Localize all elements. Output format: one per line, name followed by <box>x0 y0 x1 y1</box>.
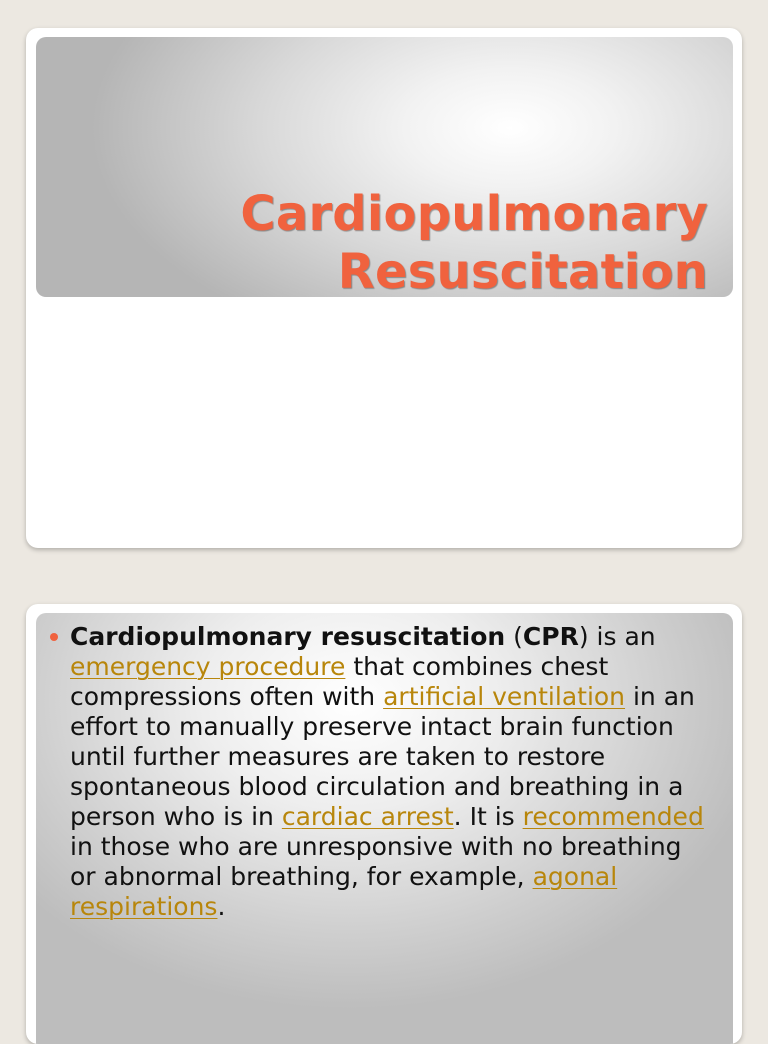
text-fragment: in an effort to manually preserve intact brain function until further measures are taken to restore spontaneous blood circulation and breathing in a person who is in <box>70 682 695 831</box>
text-fragment: ) is an <box>578 622 656 651</box>
slide-title <box>240 185 708 301</box>
title-line-2: Resuscitation <box>337 244 708 300</box>
link-recommended[interactable]: recommended <box>522 802 704 831</box>
link-agonal-respirations[interactable]: agonal respirations <box>70 862 618 921</box>
text-fragment: ( <box>505 622 523 651</box>
slide-1 <box>26 28 742 548</box>
link-artificial-ventilation[interactable]: artificial ventilation <box>383 682 626 711</box>
text-fragment: that combines chest compressions often with <box>70 652 609 711</box>
bullet-dot-icon <box>50 633 58 641</box>
text-fragment: . It is <box>453 802 523 831</box>
bullet-item <box>70 622 710 922</box>
abbr-bold: CPR <box>522 622 579 651</box>
slide-2 <box>26 604 742 1044</box>
link-cardiac-arrest[interactable]: cardiac arrest <box>281 802 454 831</box>
link-emergency-procedure[interactable]: emergency procedure <box>70 652 346 681</box>
title-line-1: Cardiopulmonary <box>240 186 708 242</box>
term-bold: Cardiopulmonary resuscitation <box>70 622 506 651</box>
text-fragment: . <box>217 892 226 921</box>
text-fragment: in those who are unresponsive with no breathing or abnormal breathing, for example, <box>70 832 682 891</box>
